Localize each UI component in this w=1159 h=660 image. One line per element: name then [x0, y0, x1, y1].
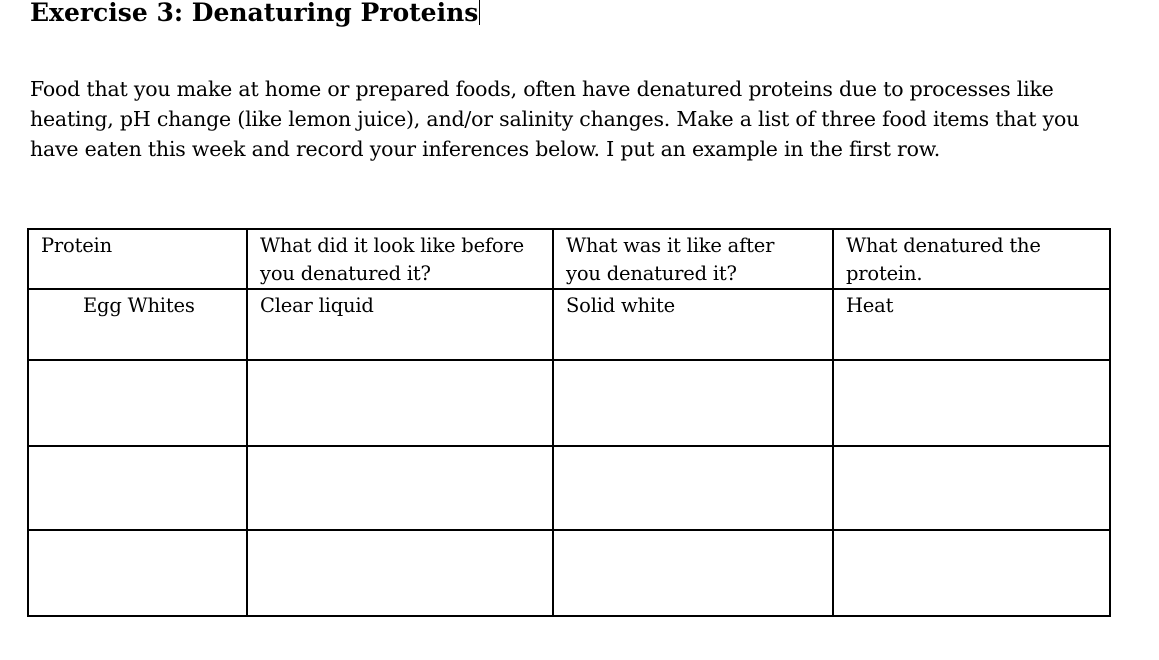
header-cell-before [247, 229, 553, 289]
header-cell-cause [833, 229, 1110, 289]
table-cell[interactable]: Solid white [553, 289, 833, 360]
exercise-title [30, 0, 480, 28]
intro-paragraph [30, 74, 1110, 164]
header-cell-after [553, 229, 833, 289]
empty-cell[interactable] [833, 446, 1110, 530]
empty-cell[interactable] [833, 530, 1110, 616]
empty-cell[interactable] [553, 446, 833, 530]
header-text: Protein [41, 234, 112, 257]
empty-cell[interactable] [28, 530, 247, 616]
empty-cell[interactable] [28, 360, 247, 446]
header-text: protein. [846, 262, 923, 285]
intro-line: have eaten this week and record your inferences below. I put an example in the first row. [30, 137, 941, 161]
empty-cell[interactable] [247, 530, 553, 616]
table-row [28, 360, 1110, 446]
header-text: you denatured it? [260, 262, 431, 285]
header-text: What did it look like before [260, 234, 524, 257]
inference-table [27, 228, 1111, 617]
empty-cell[interactable] [833, 360, 1110, 446]
intro-line: heating, pH change (like lemon juice), and/or salinity changes. Make a list of three food items that you [30, 107, 1080, 131]
intro-line: Food that you make at home or prepared foods, often have denatured proteins due to processes like [30, 77, 1054, 101]
empty-cell[interactable] [553, 530, 833, 616]
empty-cell[interactable] [247, 360, 553, 446]
table-cell[interactable]: Heat [833, 289, 1110, 360]
text-cursor [479, 0, 480, 25]
example-row [28, 289, 1110, 360]
title-text: Exercise 3: Denaturing Proteins [30, 0, 479, 27]
table-row [28, 530, 1110, 616]
table-cell[interactable]: Egg Whites [28, 289, 247, 360]
table-row [28, 446, 1110, 530]
header-text: What was it like after [566, 234, 775, 257]
empty-cell[interactable] [247, 446, 553, 530]
empty-cell[interactable] [28, 446, 247, 530]
header-row [28, 229, 1110, 289]
empty-cell[interactable] [553, 360, 833, 446]
table-cell[interactable]: Clear liquid [247, 289, 553, 360]
header-cell-protein [28, 229, 247, 289]
header-text: you denatured it? [566, 262, 737, 285]
header-text: What denatured the [846, 234, 1041, 257]
